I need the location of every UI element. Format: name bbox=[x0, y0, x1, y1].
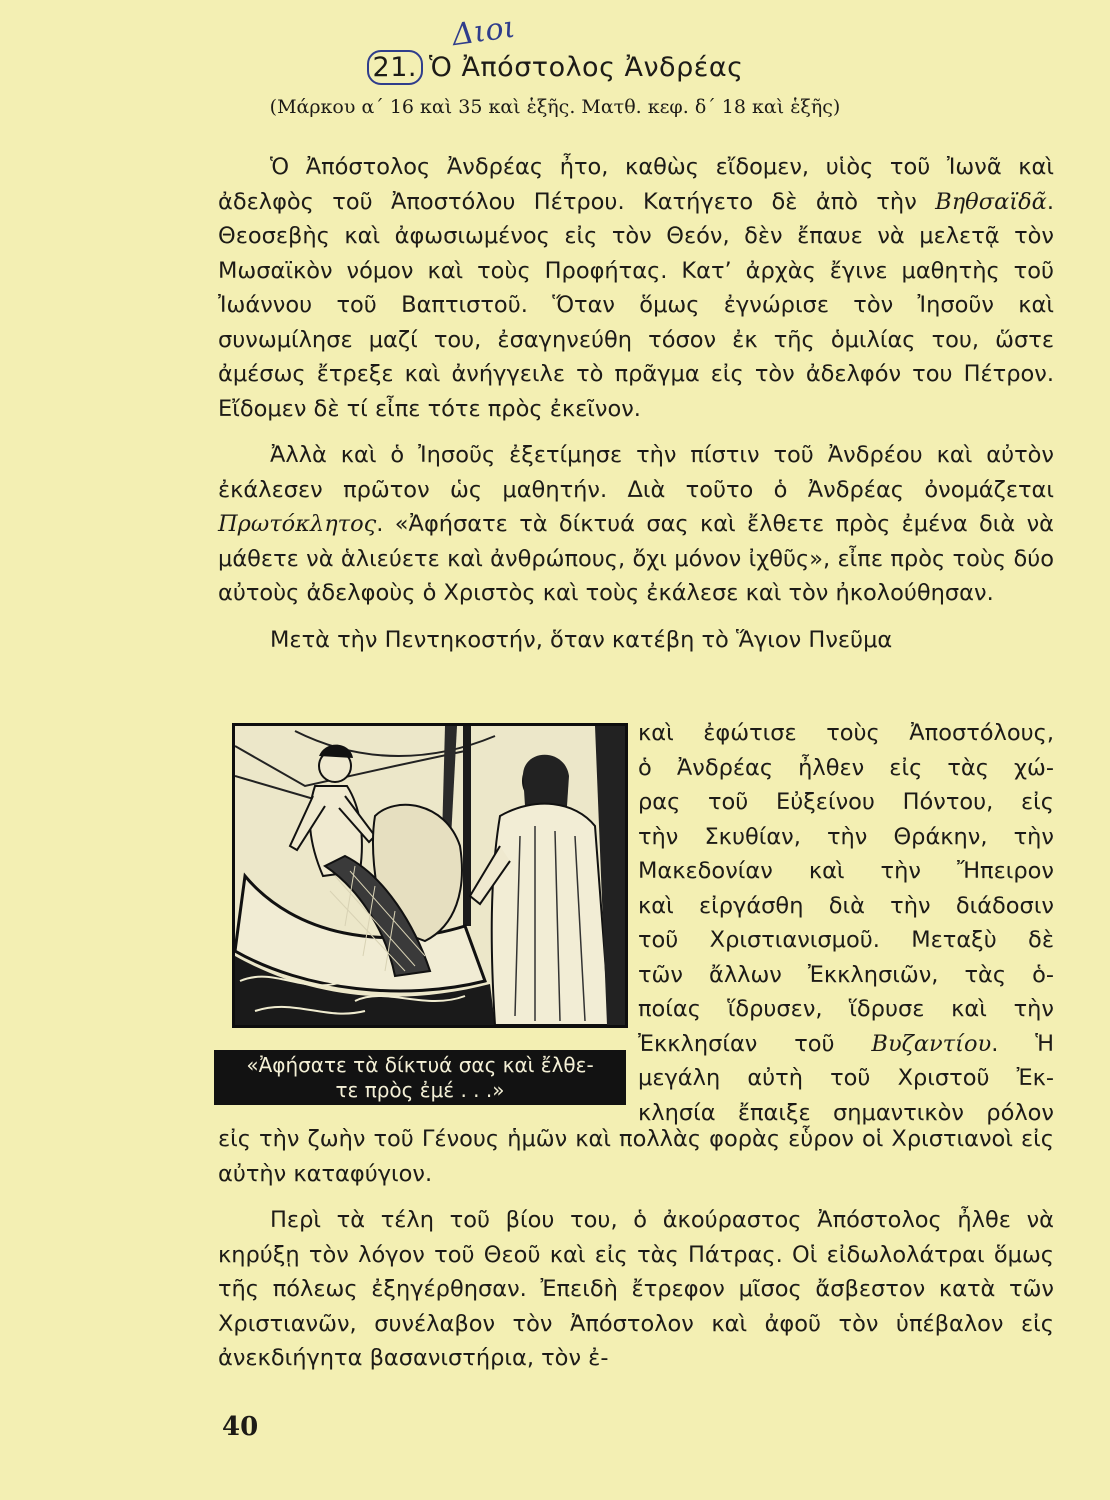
lower-text bbox=[218, 1122, 1054, 1376]
place-name-byzantium: Βυζαντίου bbox=[871, 1030, 992, 1057]
wrap-line: ὁ Ἀνδρέας ἦλθεν εἰς τὰς χώ- bbox=[638, 754, 1054, 781]
wrap-line: τῶν ἄλλων Ἐκκλησιῶν, τὰς ὁ- bbox=[638, 961, 1054, 988]
epithet-protokletos: Πρωτόκλητος bbox=[218, 511, 377, 537]
chapter-title bbox=[0, 50, 1110, 85]
wrap-line: τοῦ Χριστιανισμοῦ. Μεταξὺ δὲ bbox=[638, 927, 1054, 953]
wrap-line: τὴν Σκυθίαν, τὴν Θράκην, τὴν bbox=[638, 823, 1054, 850]
illustration-drawing bbox=[235, 726, 625, 1025]
wrap-line-10-a: Ἐκκλησίαν τοῦ bbox=[638, 1030, 872, 1057]
wrap-line-10-c: . Ἡ bbox=[991, 1030, 1054, 1057]
handwritten-note: Διοι bbox=[449, 9, 518, 54]
paragraph-2-text-c: . «Ἀφήσατε τὰ δίκτυά σας καὶ ἔλθετε πρὸς ἐμένα διὰ νὰ μάθετε νὰ ἁλιεύετε καὶ ἀνθρώπους, ὄχι μόνον ἰχθῦς», εἶπε πρὸς τοὺς δύο αὐτοὺς ἀδελφοὺς ὁ Χριστὸς καὶ τοὺς ἐκάλεσε καὶ τὸν ἠκολούθησαν. bbox=[218, 511, 1054, 606]
wrap-line: καὶ εἰργάσθη διὰ τὴν διάδοσιν bbox=[638, 892, 1054, 919]
page-number: 40 bbox=[222, 1412, 259, 1442]
paragraph-3-end: εἰς τὴν ζωὴν τοῦ Γένους ἡμῶν καὶ πολλὰς φορὰς εὗρον οἱ Χριστιανοὶ εἰς αὐτὴν καταφύγιον. bbox=[218, 1126, 1054, 1187]
caption-line-2: τε πρὸς ἐμέ . . .» bbox=[335, 1078, 505, 1102]
paragraph-1-text-a: Ὁ Ἀπόστολος Ἀνδρέας ἦτο, καθὼς εἴδομεν, υἱὸς τοῦ Ἰωνᾶ καὶ ἀδελφὸς τοῦ Ἀποστόλου Πέτρου. Κατήγετο δὲ ἀπὸ τὴν bbox=[218, 154, 1054, 215]
chapter-number: 21. bbox=[367, 50, 423, 85]
wrapped-text-column bbox=[638, 716, 1054, 1130]
paragraph-2 bbox=[218, 438, 1054, 611]
wrap-line: καὶ ἐφώτισε τοὺς Ἀποστόλους, bbox=[638, 720, 1054, 746]
wrap-line: ποίας ἵδρυσεν, ἵδρυσε καὶ τὴν bbox=[638, 996, 1054, 1022]
caption-line-1: «Ἀφήσατε τὰ δίκτυά σας καὶ ἔλθε- bbox=[246, 1053, 594, 1077]
upper-text bbox=[218, 150, 1054, 657]
wrap-line: ρας τοῦ Εὐξείνου Πόντου, εἰς bbox=[638, 789, 1054, 815]
wrap-line: Μακεδονίαν καὶ τὴν Ἤπειρον bbox=[638, 858, 1054, 884]
paragraph-2-text-a: Ἀλλὰ καὶ ὁ Ἰησοῦς ἐξετίμησε τὴν πίστιν τοῦ Ἀνδρέου καὶ αὐτὸν ἐκάλεσεν πρῶτον ὡς μαθητήν. Διὰ τοῦτο ὁ Ἀνδρέας ὀνομάζεται bbox=[218, 442, 1054, 503]
wrap-line bbox=[638, 1027, 1054, 1062]
place-name-bethsaida: Βηθσαϊδᾶ bbox=[935, 188, 1047, 215]
wrap-line: κλησία ἔπαιξε σημαντικὸν ρόλον bbox=[638, 1099, 1054, 1126]
paragraph-1 bbox=[218, 150, 1054, 426]
paragraph-4: Περὶ τὰ τέλη τοῦ βίου του, ὁ ἀκούραστος Ἀπόστολος ἦλθε νὰ κηρύξῃ τὸν λόγον τοῦ Θεοῦ καὶ εἰς τὰς Πάτρας. Οἱ εἰδωλολάτραι ὅμως τῆς πόλεως ἐξηγέρθησαν. Ἐπειδὴ ἔτρεφον μῖσος ἄσβεστον κατὰ τῶν Χριστιανῶν, συνέλαβον τὸν Ἀπόστολον καὶ ἀφοῦ τὸν ὑπέβαλον εἰς ἀνεκδιήγητα βασανιστήρια, τὸν ἐ- bbox=[218, 1207, 1054, 1371]
paragraph-3-first-line: Μετὰ τὴν Πεντηκοστήν, ὅταν κατέβη τὸ Ἅγιον Πνεῦμα bbox=[270, 626, 893, 653]
chapter-title-text: Ὁ Ἀπόστολος Ἀνδρέας bbox=[428, 52, 744, 83]
scripture-reference: (Μάρκου α΄ 16 καὶ 35 καὶ ἑξῆς. Ματθ. κεφ. δ΄ 18 καὶ ἑξῆς) bbox=[269, 96, 841, 118]
wrap-line: μεγάλη αὐτὴ τοῦ Χριστοῦ Ἐκ- bbox=[638, 1065, 1054, 1091]
paragraph-1-text-c: . Θεοσεβὴς καὶ ἀφωσιωμένος εἰς τὸν Θεόν, δὲν ἔπαυε νὰ μελετᾷ τὸν Μωσαϊκὸν νόμον καὶ τοὺς Προφήτας. Κατ’ ἀρχὰς ἔγινε μαθητὴς τοῦ Ἰωάννου τοῦ Βαπτιστοῦ. Ὅταν ὅμως ἐγνώρισε τὸν Ἰησοῦν καὶ συνωμίλησε μαζί του, ἐσαγηνεύθη τόσον ἐκ τῆς ὁμιλίας του, ὥστε ἀμέσως ἔτρεξε καὶ ἀνήγγειλε τὸ πρᾶγμα εἰς τὸν ἀδελφόν του Πέτρον. Εἴδομεν δὲ τί εἶπε τότε πρὸς ἐκεῖνον. bbox=[218, 188, 1054, 422]
illustration-caption bbox=[214, 1050, 626, 1105]
illustration-calling-of-fishermen bbox=[232, 723, 628, 1028]
